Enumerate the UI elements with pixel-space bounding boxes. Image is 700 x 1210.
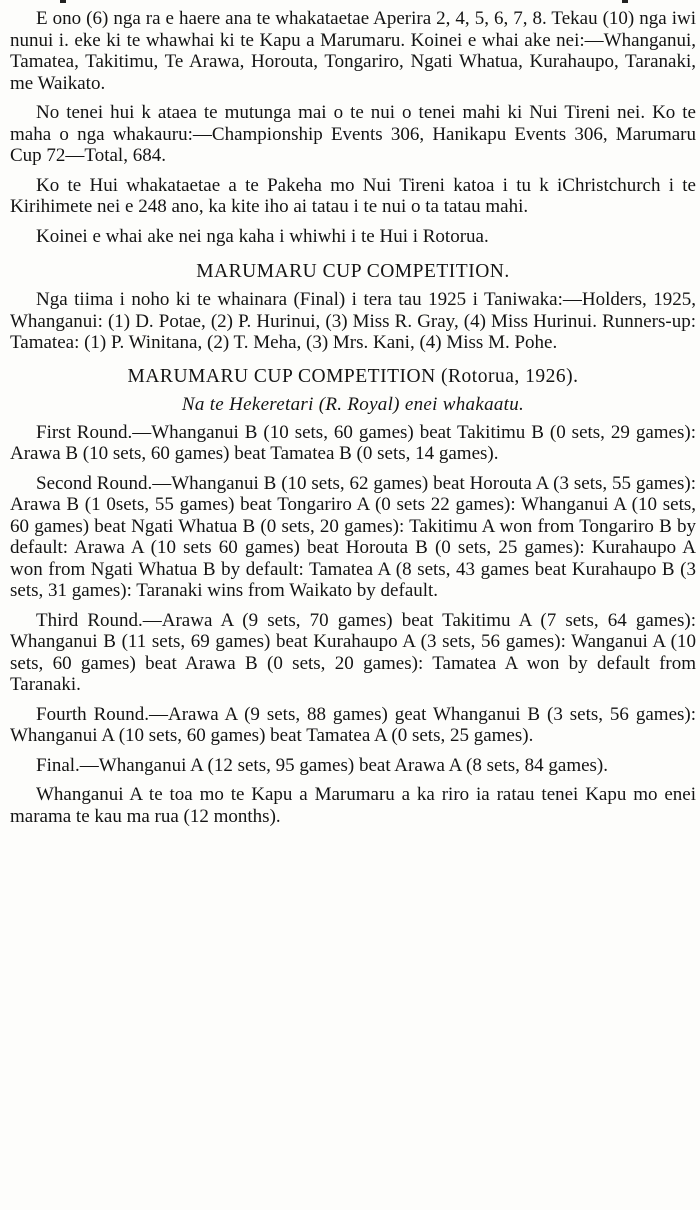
intro-paragraph: E ono (6) nga ra e haere ana te whakataetae Aperira 2, 4, 5, 6, 7, 8. Tekau (10) nga iwi nunui i. eke ki te whawhai ki te Kapu a Marumaru. Koinei e whai ake nei:—Whanganui, Tamatea, Takitimu, Te Arawa, Horouta, Tongariro, Ngati Whatua, Kurahaupo, Taranaki, me Waikato. [10, 8, 696, 94]
statistics-paragraph: No tenei hui k ataea te mutunga mai o te nui o tenei mahi ki Nui Tireni nei. Ko te maha o nga whakauru:—Championship Events 306, Hanikapu Events 306, Marumaru Cup 72—Total, 684. [10, 102, 696, 166]
print-mark [60, 0, 66, 3]
winner-paragraph: Whanganui A te toa mo te Kapu a Marumaru a ka riro ia ratau tenei Kapu mo enei marama te kau ma rua (12 months). [10, 784, 696, 827]
final-paragraph: Final.—Whanganui A (12 sets, 95 games) beat Arawa A (8 sets, 84 games). [36, 754, 609, 776]
section-heading-rotorua-1926: MARUMARU CUP COMPETITION (Rotorua, 1926). [127, 365, 579, 387]
first-round-paragraph: First Round.—Whanganui B (10 sets, 60 games) beat Takitimu B (0 sets, 29 games): Arawa B (10 sets, 60 games) beat Tamatea B (0 sets, 14 games). [10, 421, 696, 464]
previous-finalists-paragraph: Nga tiima i noho ki te whainara (Final) i tera tau 1925 i Taniwaka:—Holders, 1925, Whanganui: (1) D. Potae, (2) P. Hurinui, (3) Miss R. Gray, (4) Miss Hurinui. Runners-up: Tamatea: (1) P. Winitana, (2) T. Meha, (3) Mrs. Kani, (4) Miss M. Pohe. [10, 289, 696, 353]
results-intro-paragraph: Koinei e whai ake nei nga kaha i whiwhi i te Hui i Rotorua. [36, 225, 489, 247]
fourth-round-paragraph: Fourth Round.—Arawa A (9 sets, 88 games) geat Whanganui B (3 sets, 56 games): Whanganui A (10 sets, 60 games) beat Tamatea A (0 sets, 25 games). [10, 703, 696, 746]
comparison-paragraph: Ko te Hui whakataetae a te Pakeha mo Nui Tireni katoa i tu k iChristchurch i te Kirihimete nei e 248 ano, ka kite iho ai tatau i te nui o ta tatau mahi. [10, 174, 696, 217]
secretary-credit: Na te Hekeretari (R. Royal) enei whakaatu. [181, 393, 525, 415]
section-heading-marumaru-cup: MARUMARU CUP COMPETITION. [196, 261, 510, 282]
print-mark [622, 0, 628, 3]
second-round-paragraph: Second Round.—Whanganui B (10 sets, 62 games) beat Horouta A (3 sets, 55 games): Arawa B (1 0sets, 55 games) beat Tongariro A (0 sets 22 games): Whanganui A (10 sets, 60 games) beat Ngati Whatua B (0 sets, 20 games): Takitimu A won from Tongariro B by default: Arawa A (10 sets 60 games) beat Horouta B (0 sets, 25 games): Kurahaupo A won from Ngati Whatua B by default: Tamatea A (8 sets, 43 games beat Kurahaupo B (3 sets, 31 games): Taranaki wins from Waikato by default. [10, 472, 696, 601]
third-round-paragraph: Third Round.—Arawa A (9 sets, 70 games) beat Takitimu A (7 sets, 64 games): Whanganui B (11 sets, 69 games) beat Kurahaupo A (3 sets, 56 games): Wanganui A (10 sets, 60 games) beat Arawa B (0 sets, 20 games): Tamatea A won by default from Taranaki. [10, 609, 696, 695]
